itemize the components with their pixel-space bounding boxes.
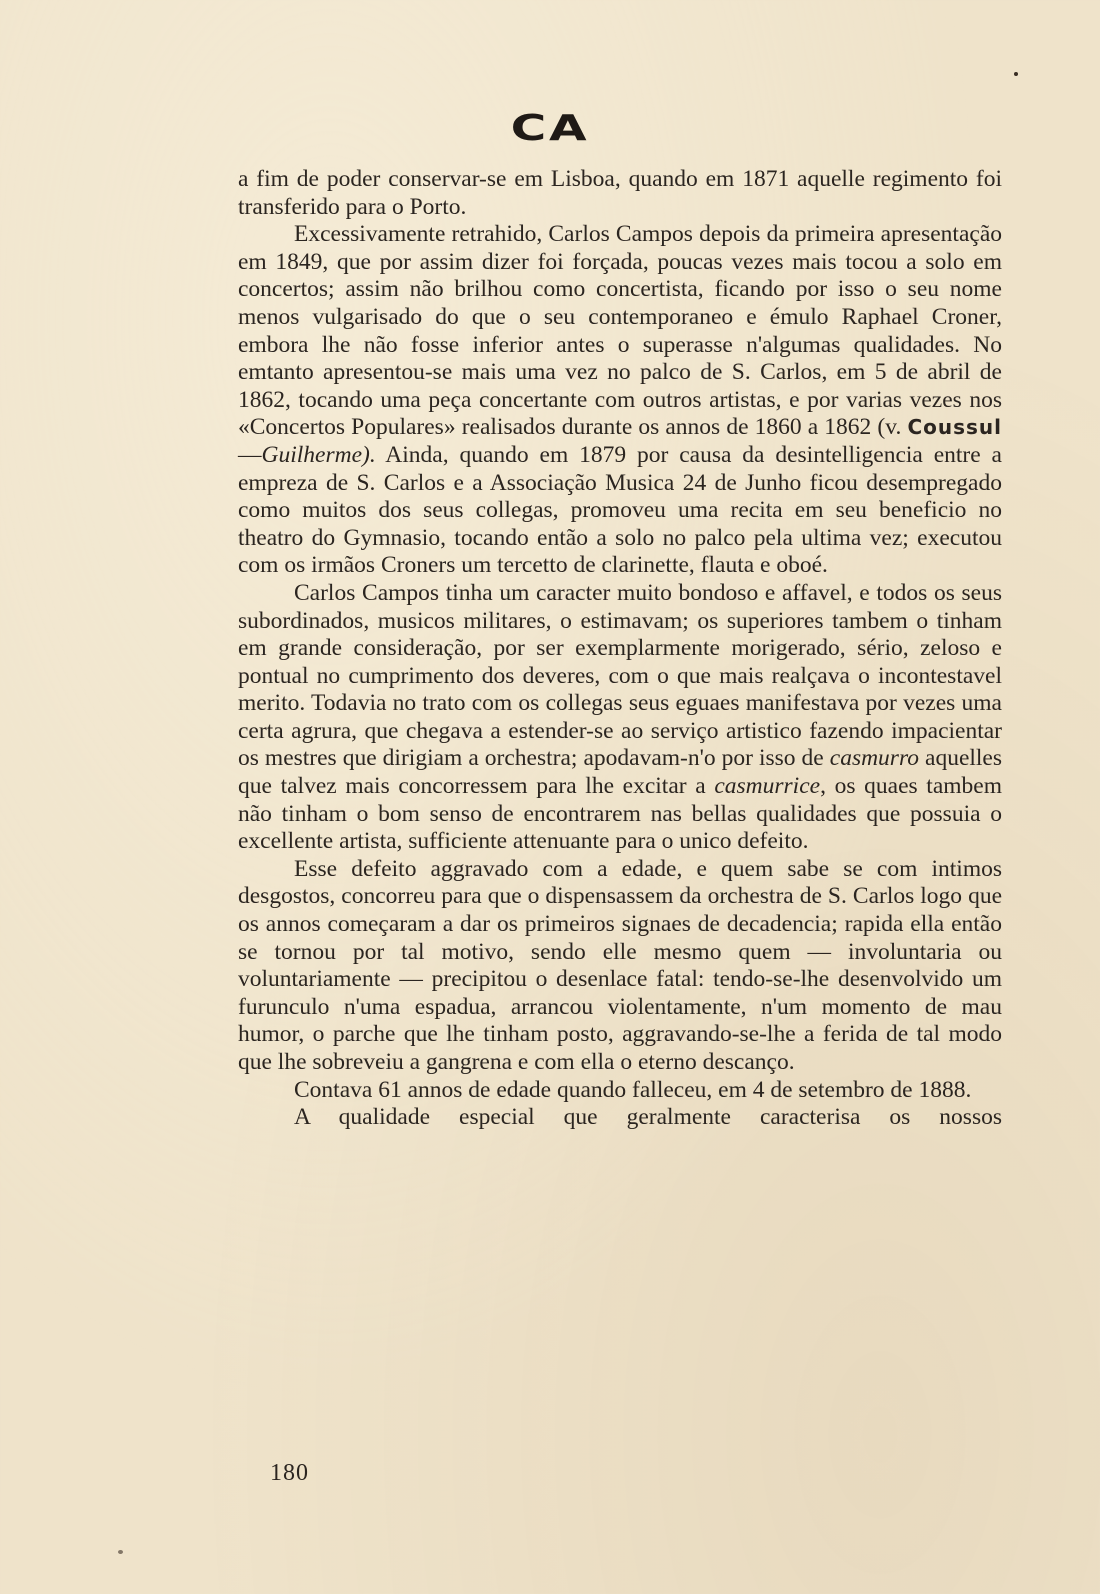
cross-reference-italic: Guilherme). [261,441,376,468]
running-head: CA [510,108,590,149]
paragraph-2 [238,221,1002,580]
paragraph-3-part-b: aquelles que talvez mais concorressem para lhe excitar a [238,745,1003,800]
body-text [238,166,1002,1132]
page-number: 180 [270,1460,309,1486]
paragraph-3 [238,580,1002,856]
italic-term-casmurrice: casmurrice [714,773,821,800]
paragraph-3-part-a: Carlos Campos tinha um caracter muito bondoso e affavel, e todos os seus subordinados, musicos militares, o estimavam; os superiores tambem o tinham em grande consideração, por ser exemplarmente morigerado, sério, zeloso e pontual no cumprimento dos deveres, com o que mais realçava o incontestavel merito. Todavia no trato com os collegas seus eguaes manifestava por vezes uma certa agrura, que chegava a estender-se ao serviço artistico fazendo impacientar os mestres que dirigiam a orchestra; apodavam-n'o por isso de [238,579,1002,772]
cross-reference-name: Coussul [907,415,1002,440]
paragraph-2-text: Excessivamente retrahido, Carlos Campos depois da primeira apresentação em 1849, que por assim dizer foi forçada, poucas vezes mais tocou a solo em concertos; assim não brilhou como concertista, ficando por isso o seu nome menos vulgarisado do que o seu contemporaneo e émulo Raphael Croner, embora lhe não fosse inferior antes o superasse n'algumas qualidades. No emtanto apresentou-se mais uma vez no palco de S. Carlos, em 5 de abril de 1862, tocando uma peça concertante com outros artistas, e por varias vezes nos «Concertos Populares» realisados durante os annos de 1860 a 1862 (v. [238,221,1002,441]
paragraph-2-end: Ainda, quando em 1879 por causa da desintelligencia entre a empreza de S. Carlos e a Associação Musica 24 de Junho ficou desempregado como muitos dos seus collegas, promoveu uma recita em seu beneficio no theatro do Gymnasio, tocando então a solo no palco pela ultima vez; executou com os irmãos Croners um tercetto de clarinette, flauta e oboé. [238,441,1002,579]
paragraph-1: a fim de poder conservar-se em Lisboa, quando em 1871 aquelle regimento foi transferido para o Porto. [238,166,1002,220]
cross-reference-dash: — [238,441,262,468]
paragraph-3-part-c: , os quaes tambem não tinham o bom senso de encontrarem nas bellas qualidades que possuia o excellente artista, sufficiente attenuante para o unico defeito. [238,773,1002,855]
italic-term-casmurro: casmurro [829,745,919,772]
paper-speck [1014,72,1018,76]
paper-speck [118,1550,123,1554]
paragraph-6: A qualidade especial que geralmente caracterisa os nossos [294,1104,1002,1131]
paragraph-5: Contava 61 annos de edade quando falleceu, em 4 de setembro de 1888. [294,1076,972,1103]
paragraph-4: Esse defeito aggravado com a edade, e quem sabe se com intimos desgostos, concorreu para que o dispensassem da orchestra de S. Carlos logo que os annos começaram a dar os primeiros signaes de decadencia; rapida ella então se tornou por tal motivo, sendo elle mesmo quem — involuntaria ou voluntariamente — precipitou o desenlace fatal: tendo-se-lhe desenvolvido um furunculo n'uma espadua, arrancou violentamente, n'um momento de mau humor, o parche que lhe tinham posto, aggravando-se-lhe a ferida de tal modo que lhe sobreveiu a gangrena e com ella o eterno descanço. [238,855,1002,1075]
